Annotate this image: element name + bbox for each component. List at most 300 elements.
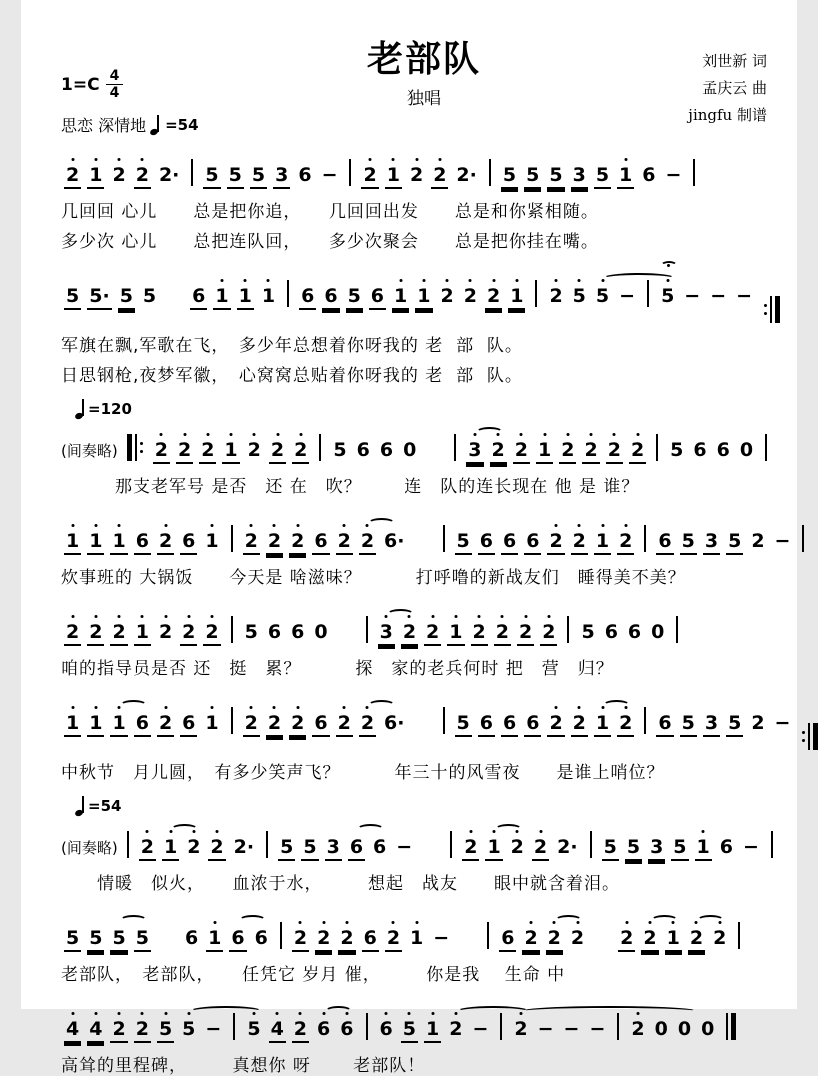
note: 2 (447, 1020, 464, 1041)
octave-dot (118, 524, 121, 527)
interlude-label: (间奏略) (61, 839, 118, 857)
octave-dot (221, 279, 224, 282)
note: 1 (134, 623, 151, 646)
note: 2 (513, 441, 530, 464)
octave-dot (469, 279, 472, 282)
octave-dot (94, 158, 97, 161)
note: 5 (571, 287, 588, 308)
note: 2 (471, 623, 488, 646)
note: 6 (312, 714, 329, 737)
octave-dot (253, 433, 256, 436)
note: 2 (751, 530, 765, 552)
note: 1 (385, 166, 402, 189)
note: 6 (180, 532, 197, 555)
octave-dot (578, 524, 581, 527)
slur-arc (120, 700, 147, 710)
octave-dot (524, 615, 527, 618)
note: 5· (87, 287, 111, 310)
note: 6 (373, 836, 387, 858)
note: 3 (571, 166, 588, 189)
note: 3 (378, 623, 395, 646)
note: 6 (315, 1020, 332, 1041)
slur-arc (603, 273, 675, 283)
note: 2 (751, 712, 765, 734)
dash-extension: − (589, 1018, 606, 1040)
barline (676, 616, 678, 643)
octave-dot (415, 921, 418, 924)
lyrics-line: 多少次 心儿 总把连队回， 多少次聚会 总是把你挂在嘴。 (61, 232, 599, 252)
octave-dot (590, 433, 593, 436)
barline (487, 922, 489, 949)
note: 6 (184, 927, 199, 949)
octave-dot (501, 615, 504, 618)
tempo-mark: =54 (75, 796, 767, 816)
notation-row (61, 419, 767, 467)
dash-extension: − (710, 285, 727, 307)
octave-dot (276, 433, 279, 436)
octave-dot (530, 921, 533, 924)
note: 6 (338, 1020, 355, 1041)
note: 6 (267, 621, 282, 643)
notation-row (61, 601, 767, 649)
note: 2 (359, 532, 376, 555)
octave-dot (446, 279, 449, 282)
octave-dot (244, 279, 247, 282)
quarter-note-icon (150, 115, 161, 135)
dash-extension: − (665, 164, 682, 186)
octave-dot (71, 524, 74, 527)
note: 1 (162, 838, 179, 861)
octave-dot (454, 615, 457, 618)
note: 6 (656, 532, 673, 555)
octave-dot (385, 1012, 388, 1015)
barline (647, 280, 649, 307)
octave-dot (267, 279, 270, 282)
barline (231, 707, 233, 734)
octave-dot (539, 830, 542, 833)
note: 2 (424, 623, 441, 646)
note: 2 (336, 532, 353, 555)
note: 1 (665, 929, 682, 952)
octave-dot (543, 433, 546, 436)
note: 5 (670, 439, 684, 461)
note: 2 (571, 532, 588, 555)
note: 2 (157, 714, 174, 737)
note: 6 (716, 439, 730, 461)
note: 2 (246, 441, 263, 462)
note: 1 (594, 714, 611, 737)
barline (366, 616, 368, 643)
barline (450, 831, 452, 858)
rest: 0 (403, 439, 417, 461)
note: 2 (208, 838, 225, 861)
note: 1 (408, 929, 425, 950)
octave-dot (392, 921, 395, 924)
note: 5 (401, 1020, 418, 1043)
note: 6 (254, 927, 268, 949)
octave-dot (519, 1012, 522, 1015)
barline (231, 525, 233, 552)
dash-extension: − (321, 164, 338, 186)
note: 2 (711, 929, 728, 950)
system-3 (61, 399, 767, 497)
dash-extension: − (396, 836, 413, 858)
note: 6 (693, 439, 707, 461)
note: 3 (325, 838, 342, 861)
note: 2 (547, 287, 564, 308)
quarter-note-icon (75, 399, 86, 419)
note: 6 (501, 532, 518, 555)
note: 5 (250, 166, 267, 189)
system-5 (61, 601, 767, 679)
lyricist-credit: 刘世新 词 (702, 52, 767, 70)
note: 2 (401, 623, 418, 646)
note: 5 (547, 166, 564, 189)
header-left (61, 40, 246, 136)
octave-dot (666, 279, 669, 282)
note: 2 (87, 623, 104, 646)
slur-arc (522, 1006, 697, 1016)
octave-dot (141, 1012, 144, 1015)
octave-dot (322, 921, 325, 924)
octave-dot (408, 1012, 411, 1015)
repeat-end-barline (802, 723, 818, 750)
time-lower: 4 (109, 85, 120, 101)
barline (127, 831, 129, 858)
tempo-mark: =120 (75, 399, 767, 419)
octave-dot (555, 279, 558, 282)
note: 6 (299, 287, 316, 310)
note: 5 (581, 621, 595, 643)
barline (191, 159, 193, 186)
note: 2 (547, 714, 564, 737)
credits (602, 40, 767, 129)
barline (366, 1013, 368, 1040)
slur-arc (120, 915, 147, 925)
note: 2 (509, 838, 526, 859)
tempo-value: =54 (165, 115, 199, 134)
lyrics-line: 炊事班的 大锅饭 今天是 啥滋味？ 打呼噜的新战友们 睡得美不美？ (61, 568, 686, 588)
note: 1 (203, 532, 220, 553)
octave-dot (515, 279, 518, 282)
lyrics-line: 军旗在飘,军歌在飞， 多少年总想着你呀我的 老 部 队。 (61, 336, 523, 356)
octave-dot (636, 433, 639, 436)
barline (489, 159, 491, 186)
octave-dot (211, 615, 214, 618)
note: 2· (456, 164, 477, 186)
octave-dot (469, 830, 472, 833)
note: 6 (356, 439, 370, 461)
rest: 0 (314, 621, 328, 643)
note: 6 (134, 714, 151, 737)
note: 5 (455, 714, 472, 737)
lyrics-line: 老部队， 老部队， 任凭它 岁月 催， 你是我 生命 中 (61, 965, 566, 985)
note: 2· (557, 836, 578, 858)
quarter-note-icon (75, 796, 86, 816)
note: 2 (64, 166, 81, 189)
note: 2 (153, 441, 170, 464)
octave-dot (299, 1012, 302, 1015)
note: 2 (582, 441, 599, 464)
barline (771, 831, 773, 858)
note: 6 (362, 929, 379, 952)
note: 1 (424, 1020, 441, 1043)
octave-dot (250, 706, 253, 709)
note: 2 (203, 623, 220, 646)
system-6 (61, 692, 791, 783)
octave-dot (422, 279, 425, 282)
note: 2 (157, 623, 174, 644)
note: 1 (617, 166, 634, 189)
time-upper: 4 (106, 68, 124, 85)
note: 2 (176, 441, 193, 464)
octave-dot (578, 706, 581, 709)
note: 3 (703, 532, 720, 555)
octave-dot (345, 921, 348, 924)
note: 2 (462, 287, 479, 308)
note: 2 (569, 929, 586, 950)
page-title: 老部队 (366, 39, 481, 80)
octave-dot (94, 524, 97, 527)
lyrics-line: 几回回 心儿 总是把你追， 几回回出发 总是和你紧相随。 (61, 202, 599, 222)
note: 6 (478, 714, 495, 737)
octave-dot (497, 433, 500, 436)
octave-dot (118, 158, 121, 161)
note: 1 (260, 287, 277, 308)
score-body (61, 144, 791, 1076)
note: 5 (134, 929, 151, 952)
note: 1 (213, 287, 230, 310)
subtitle: 独唱 (407, 88, 441, 109)
note: 2 (359, 714, 376, 737)
octave-dot (555, 524, 558, 527)
note: 6 (524, 714, 541, 737)
slur-arc (190, 1006, 262, 1016)
barline (443, 525, 445, 552)
note: 5 (524, 166, 541, 189)
note: 2 (629, 1020, 646, 1041)
repeat-start-barline (127, 434, 143, 461)
note: 2 (522, 929, 539, 952)
octave-dot (94, 1012, 97, 1015)
dash-extension: − (774, 712, 791, 734)
rest: 0 (651, 621, 665, 643)
note: 5 (501, 166, 518, 189)
octave-dot (625, 921, 628, 924)
note: 5 (245, 1020, 262, 1041)
note: 2 (617, 714, 634, 737)
barline (233, 1013, 235, 1040)
octave-dot (492, 279, 495, 282)
note: 2 (185, 838, 202, 859)
rest: 0 (677, 1018, 692, 1040)
octave-dot (230, 433, 233, 436)
note: 1 (64, 532, 81, 555)
octave-dot (299, 921, 302, 924)
note: 1 (415, 287, 432, 310)
note: 2 (336, 714, 353, 737)
octave-dot (71, 615, 74, 618)
octave-dot (555, 706, 558, 709)
barline (617, 1013, 619, 1040)
octave-dot (601, 524, 604, 527)
note: 2 (110, 166, 127, 187)
octave-dot (408, 615, 411, 618)
note: 5 (157, 1020, 174, 1043)
notation-row (61, 692, 791, 753)
note: 1 (110, 532, 127, 555)
note: 5 (680, 714, 697, 737)
dash-extension: − (774, 530, 791, 552)
note: 1 (447, 623, 464, 646)
note: 5 (227, 166, 244, 189)
note: 6 (369, 287, 386, 310)
note: 5 (64, 929, 81, 952)
note: 1 (206, 929, 223, 952)
octave-dot (431, 615, 434, 618)
octave-dot (250, 524, 253, 527)
slur-arc (357, 824, 384, 834)
octave-dot (164, 706, 167, 709)
octave-dot (454, 1012, 457, 1015)
note: 3 (648, 838, 665, 861)
note: 6 (499, 929, 516, 952)
dash-extension: − (743, 836, 759, 858)
note: 6 (190, 287, 207, 310)
octave-dot (296, 706, 299, 709)
octave-dot (624, 706, 627, 709)
note: 6 (378, 1020, 395, 1041)
lyrics-line: 日思钢枪,夜梦军徽， 心窝窝总贴着你呀我的 老 部 队。 (61, 366, 523, 386)
lyrics-line: 情暖 似火， 血浓于水， 想起 战友 眼中就含着泪。 (61, 874, 620, 894)
note: 5 (278, 838, 295, 861)
note: 5 (64, 287, 81, 310)
time-signature (106, 68, 124, 101)
note: 2 (462, 838, 479, 861)
slur-arc (239, 915, 266, 925)
octave-dot (624, 524, 627, 527)
barline (802, 525, 804, 552)
note: 2 (494, 623, 511, 646)
octave-dot (164, 615, 167, 618)
note: 5 (594, 166, 611, 189)
note: 2 (289, 532, 306, 555)
octave-dot (206, 433, 209, 436)
note: 2 (315, 929, 332, 952)
note: 5 (594, 287, 611, 308)
score-header (61, 40, 767, 136)
lyrics-line: 高耸的里程碑， 真想你 呀 老部队！ (61, 1056, 426, 1076)
note: 2 (269, 441, 286, 464)
note: 5 (671, 838, 688, 861)
barline (738, 922, 740, 949)
note: 2 (266, 714, 283, 737)
octave-dot (718, 921, 721, 924)
note: 6 (478, 532, 495, 555)
note: 2 (134, 1020, 151, 1043)
note: 2 (688, 929, 705, 952)
system-1 (61, 144, 767, 252)
note: 6 (312, 532, 329, 555)
note: 5 (180, 1020, 197, 1041)
note: 2 (606, 441, 623, 464)
note: 5 (110, 929, 127, 952)
octave-dot (578, 279, 581, 282)
barline (644, 525, 646, 552)
note: 2 (243, 532, 260, 555)
barline (280, 922, 282, 949)
composer-credit: 孟庆云 曲 (702, 79, 767, 97)
note: 2 (338, 929, 355, 952)
octave-dot (118, 615, 121, 618)
note: 1 (237, 287, 254, 310)
slur-arc (368, 700, 395, 710)
note: 2 (532, 838, 549, 861)
note: 2 (641, 929, 658, 952)
octave-dot (392, 158, 395, 161)
rest: 0 (654, 1018, 668, 1040)
octave-dot (566, 433, 569, 436)
note: 1 (695, 838, 712, 861)
note: 6 (379, 439, 394, 461)
note: 2 (559, 441, 576, 464)
note: 2 (512, 1020, 529, 1041)
fermata-icon (660, 261, 677, 270)
note: 1 (392, 287, 409, 310)
octave-dot (164, 1012, 167, 1015)
octave-dot (118, 1012, 121, 1015)
octave-dot (672, 921, 675, 924)
octave-dot (187, 1012, 190, 1015)
note: 2 (243, 714, 260, 737)
note: 2 (629, 441, 646, 464)
note: 5 (726, 714, 743, 737)
barline (287, 280, 289, 307)
note: 2 (546, 929, 563, 952)
note: 2 (180, 623, 197, 646)
octave-dot (71, 158, 74, 161)
engraver-credit: jingfu 制谱 (688, 106, 767, 124)
note: 5 (203, 166, 220, 189)
octave-dot (613, 433, 616, 436)
notation-row (61, 144, 767, 192)
note: 1 (508, 287, 525, 310)
note: 2 (110, 623, 127, 646)
note: 6 (656, 714, 673, 737)
note: 5 (142, 285, 157, 307)
barline (590, 831, 592, 858)
lyrics-line: 那支老军号 是否 还 在 吹？ 连 队的连长现在 他 是 谁？ (61, 477, 640, 497)
note: 2 (292, 441, 309, 464)
octave-dot (216, 830, 219, 833)
barline (443, 707, 445, 734)
note: 2 (540, 623, 557, 646)
note: 1 (594, 532, 611, 555)
note: 1 (87, 166, 104, 189)
barline (567, 616, 569, 643)
system-7 (61, 796, 767, 894)
octave-dot (164, 524, 167, 527)
system-9 (61, 998, 767, 1076)
octave-dot (343, 524, 346, 527)
note: 6 (501, 714, 518, 737)
system-4 (61, 510, 791, 588)
note: 2 (431, 166, 448, 189)
interlude-label: (间奏略) (61, 442, 118, 460)
octave-dot (141, 158, 144, 161)
note: 2 (199, 441, 216, 464)
note: 5 (602, 838, 619, 861)
